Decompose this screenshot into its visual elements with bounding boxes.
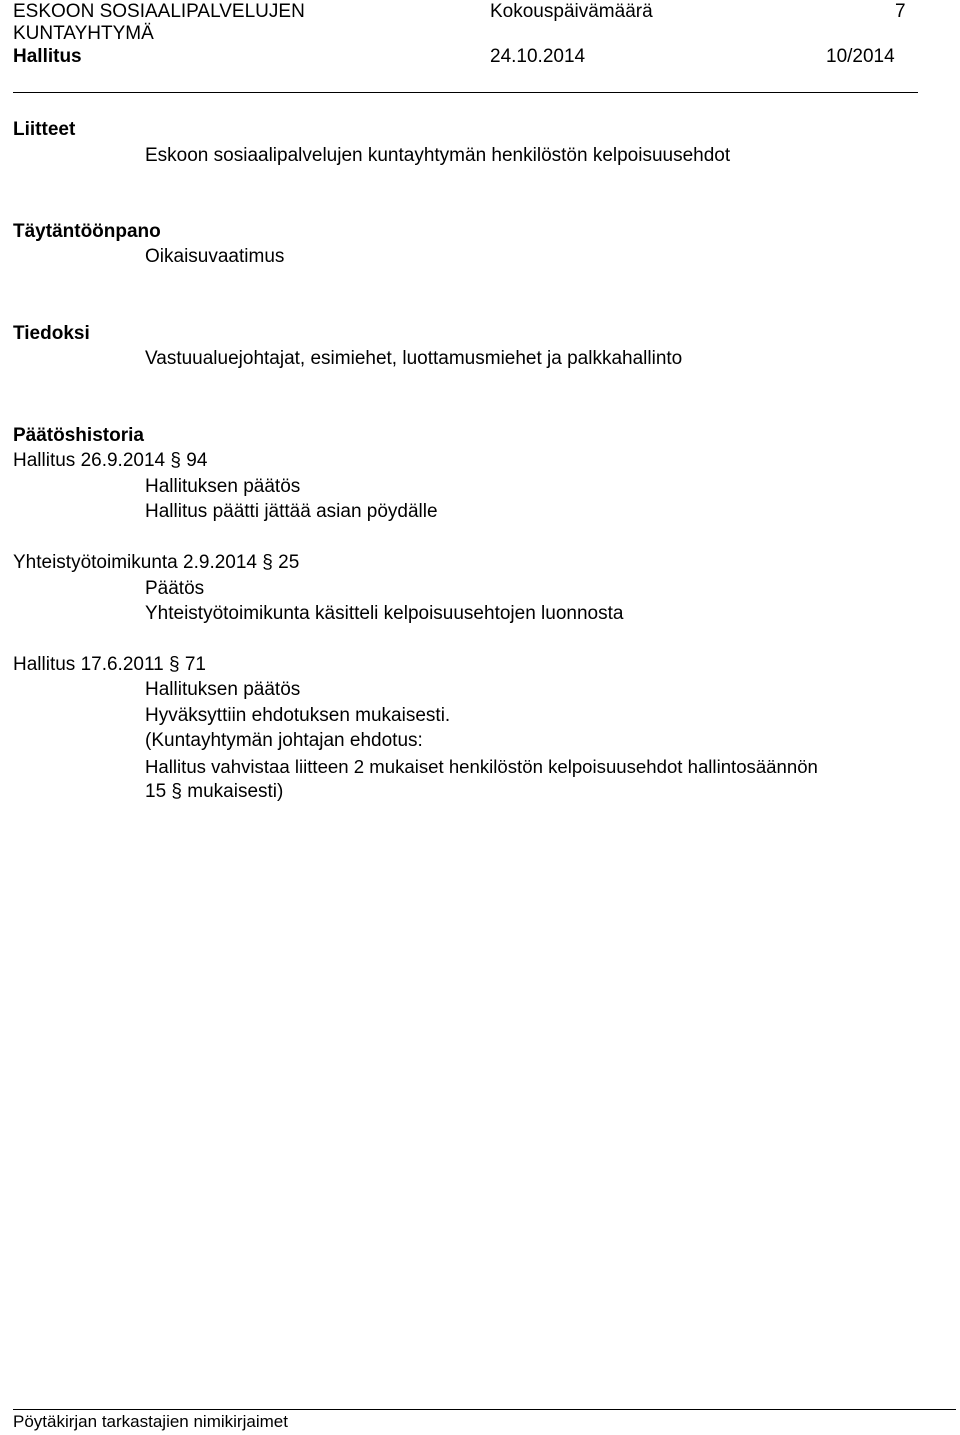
taytantoonpano-text: Oikaisuvaatimus bbox=[145, 246, 285, 267]
footer-signature-label: Pöytäkirjan tarkastajien nimikirjaimet bbox=[13, 1412, 288, 1431]
history-entry-line: mukaisesti) bbox=[187, 781, 284, 802]
meeting-body: Hallitus bbox=[13, 46, 82, 67]
history-entry-label: Hallituksen päätös bbox=[145, 476, 301, 497]
history-entry-line: (Kuntayhtymän johtajan ehdotus: bbox=[145, 730, 423, 751]
page-number: 7 bbox=[895, 1, 906, 22]
section-symbol-icon: § bbox=[262, 552, 273, 573]
history-entry-title bbox=[13, 654, 206, 676]
history-entry-line-continued bbox=[145, 781, 283, 803]
liitteet-text: Eskoon sosiaalipalvelujen kuntayhtymän henkilöstön kelpoisuusehdot bbox=[145, 145, 731, 166]
protocol-number: 10/2014 bbox=[826, 46, 895, 67]
section-symbol-icon: § bbox=[170, 450, 181, 471]
history-entry-title-text: Yhteistyötoimikunta 2.9.2014 bbox=[13, 552, 257, 573]
history-entry-line: Hallitus vahvistaa liitteen 2 mukaiset henkilöstön kelpoisuusehdot hallintosäännön bbox=[145, 756, 818, 777]
meeting-date: 24.10.2014 bbox=[490, 46, 586, 67]
history-entry-line: Hallitus päätti jättää asian pöydälle bbox=[145, 501, 438, 522]
history-entry-title bbox=[13, 552, 299, 574]
org-name-line1: ESKOON SOSIAALIPALVELUJEN bbox=[13, 1, 305, 22]
org-name-line2: KUNTAYHTYMÄ bbox=[13, 23, 154, 44]
history-entry-line: Hyväksyttiin ehdotuksen mukaisesti. bbox=[145, 705, 451, 726]
history-heading: Päätöshistoria bbox=[13, 425, 144, 446]
history-entry-title bbox=[13, 450, 207, 472]
history-entry-line: Yhteistyötoimikunta käsitteli kelpoisuusehtojen luonnosta bbox=[145, 603, 624, 624]
section-symbol-icon: § bbox=[171, 781, 182, 802]
liitteet-heading: Liitteet bbox=[13, 119, 76, 140]
history-entry-section: 71 bbox=[184, 654, 206, 675]
history-entry-title-text: Hallitus 26.9.2014 bbox=[13, 450, 166, 471]
footer-divider bbox=[13, 1409, 956, 1410]
history-entry-section: 94 bbox=[186, 450, 208, 471]
header-divider bbox=[13, 92, 918, 93]
section-symbol-icon: § bbox=[168, 654, 180, 675]
history-entry-line: 15 bbox=[145, 781, 167, 802]
history-entry-label: Hallituksen päätös bbox=[145, 679, 301, 700]
history-entry-title-text: Hallitus 17.6.2011 bbox=[13, 654, 164, 675]
doc-type-label: Kokouspäivämäärä bbox=[490, 1, 653, 22]
history-entry-label: Päätös bbox=[145, 578, 205, 599]
taytantoonpano-heading: Täytäntöönpano bbox=[13, 221, 161, 242]
history-entry-section: 25 bbox=[278, 552, 300, 573]
tiedoksi-heading: Tiedoksi bbox=[13, 323, 90, 344]
tiedoksi-text: Vastuualuejohtajat, esimiehet, luottamusmiehet ja palkkahallinto bbox=[145, 348, 683, 369]
